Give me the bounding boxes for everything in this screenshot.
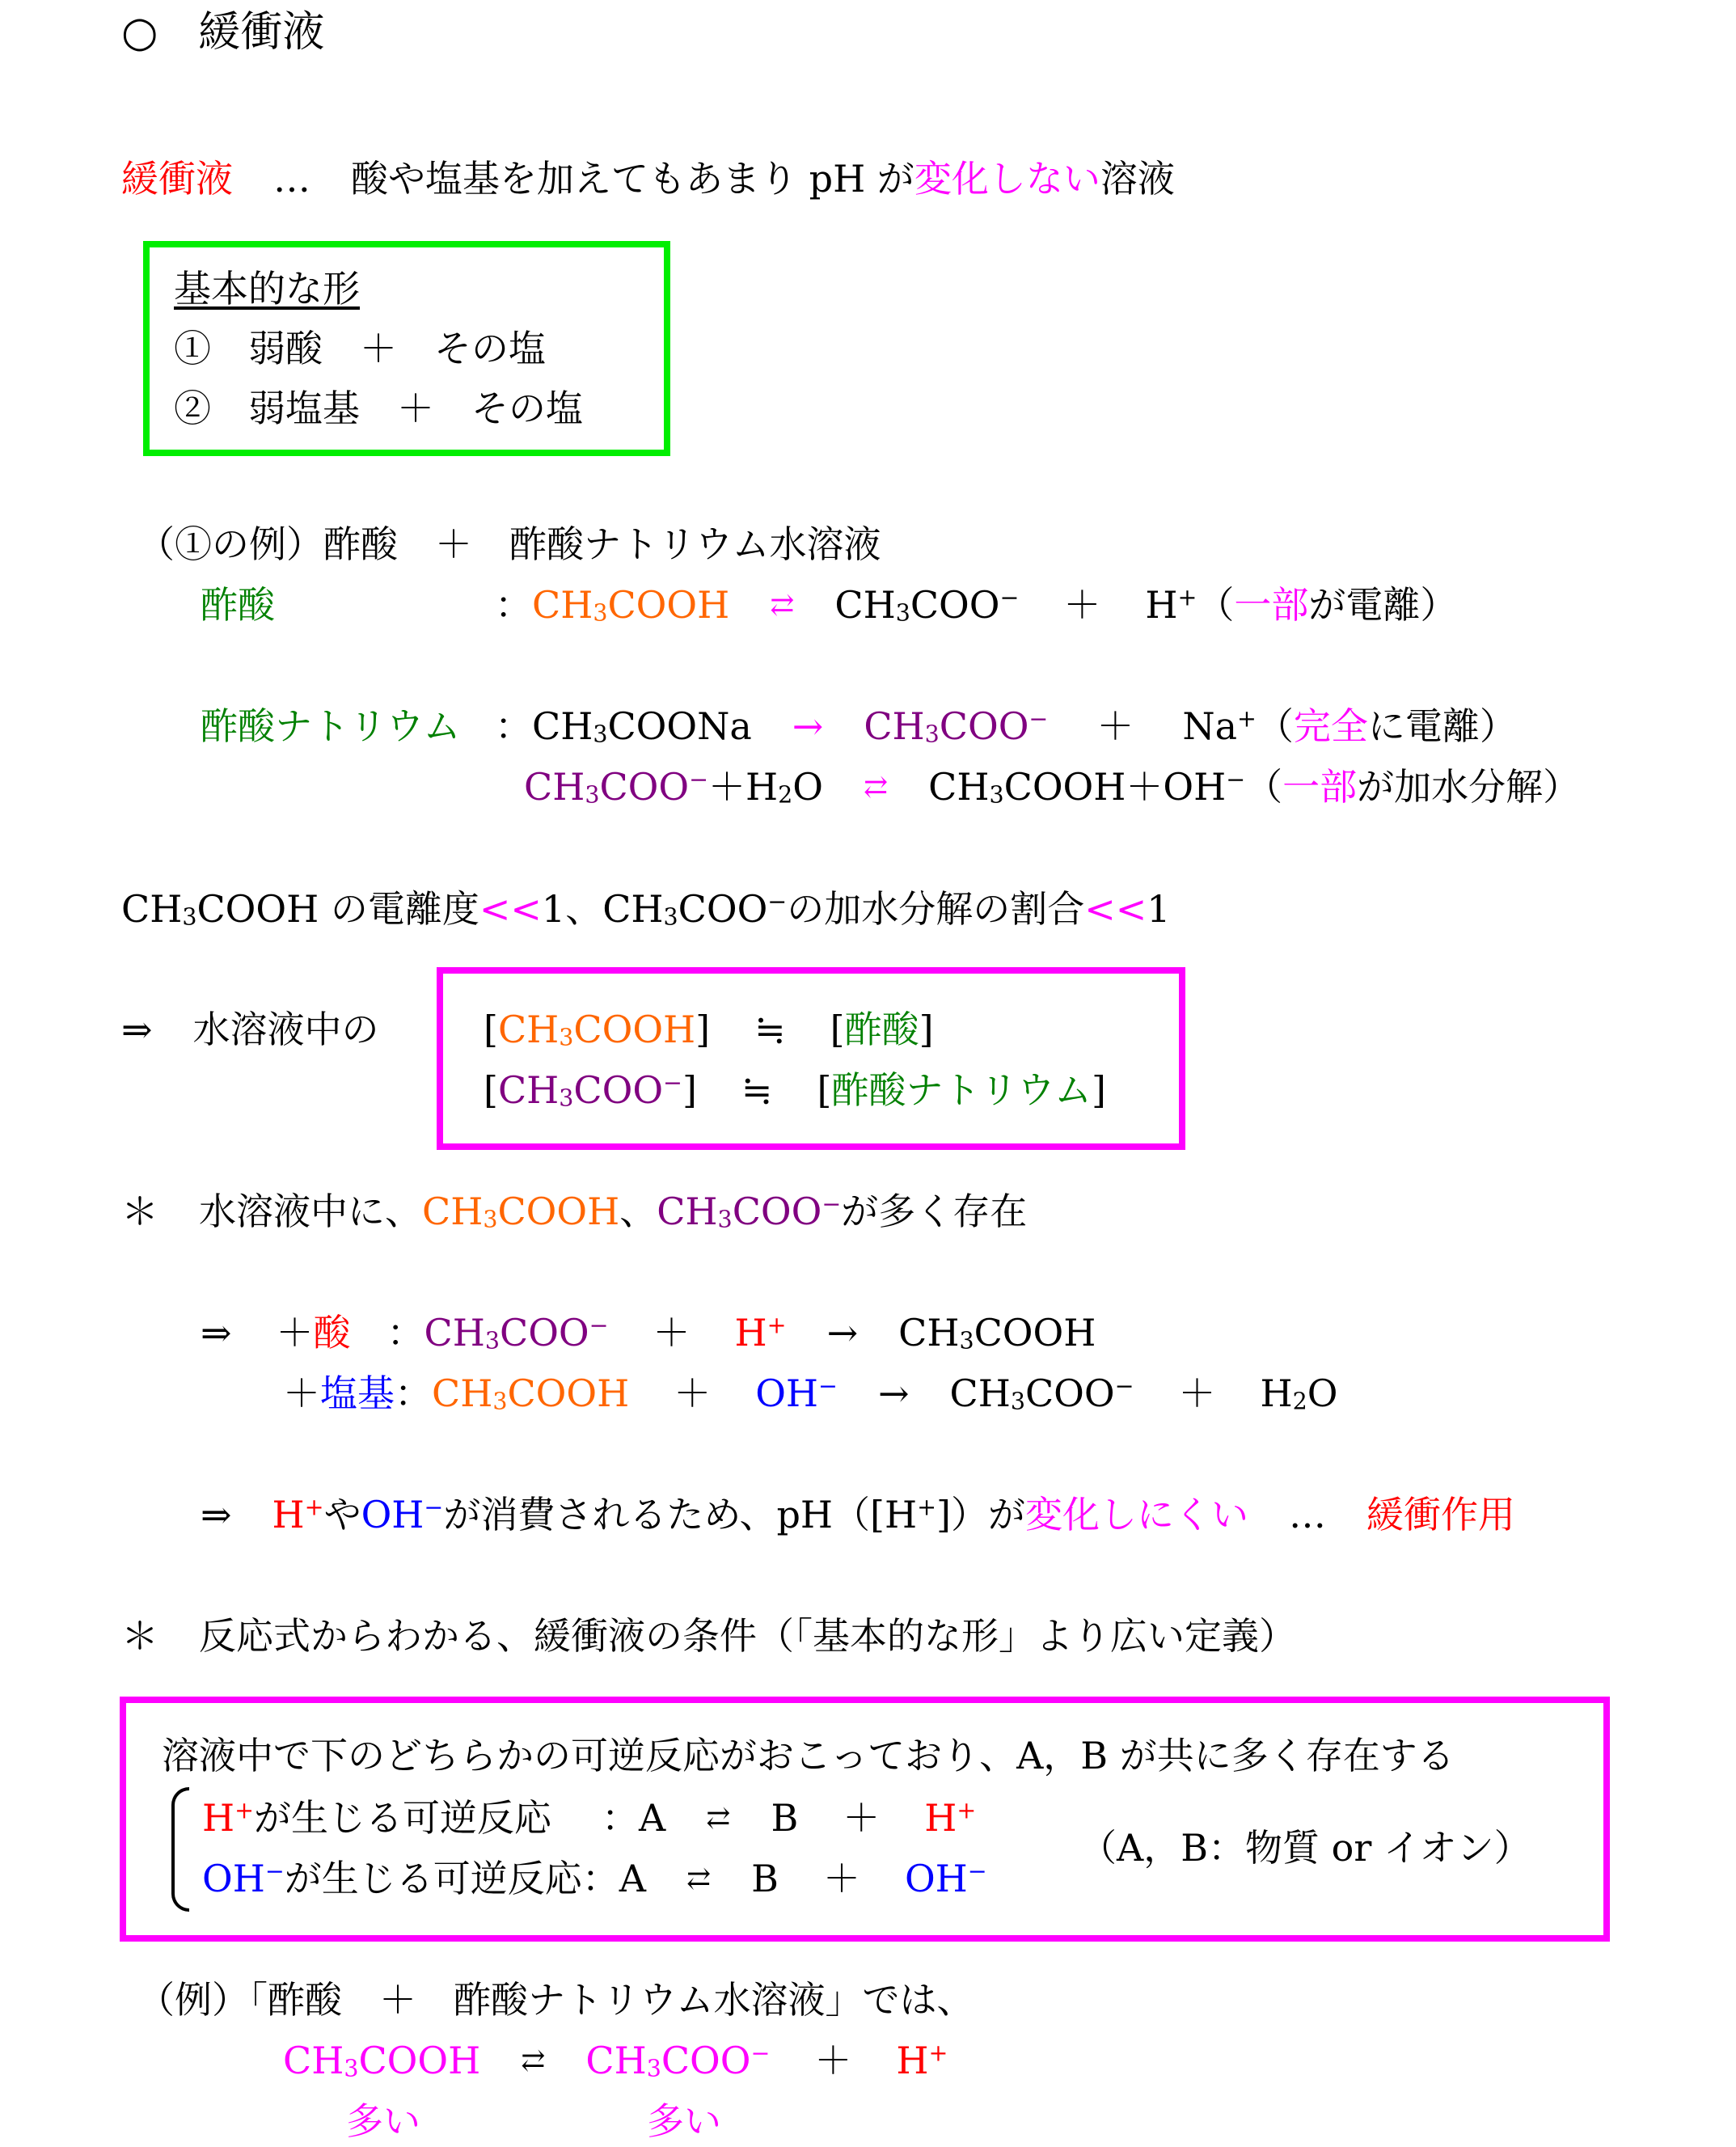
circle-mark: ○ bbox=[121, 8, 158, 57]
sodium-acetate-equation: ：$CH_3COONa \to CH_3COO^- + Na^+$（完全に電離） bbox=[495, 704, 1517, 748]
definition-text-1: 酸や塩基を加えてもあまり pH が bbox=[351, 157, 914, 201]
acid-reaction: ⇒ ＋酸 ：$CH_3COO^- + H^+$ → $CH_3COOH$ bbox=[201, 1311, 1096, 1355]
condition-row-1: H+が生じる可逆反応 ：A ⇄ B ＋ H+ bbox=[202, 1796, 977, 1840]
left-brace bbox=[171, 1787, 189, 1912]
sodium-acetate-formula: $CH_3COONa$ bbox=[532, 704, 752, 748]
buffer-action-line: ⇒ H+やOH−が消費されるため、pH（[H+]）が変化しにくい … 緩衝作用 bbox=[201, 1493, 1515, 1536]
star-note-2: ＊ 反応式からわかる、緩衝液の条件（「基本的な形」より広い定義） bbox=[121, 1614, 1296, 1658]
star-note-1: ＊ 水溶液中に、$CH_3COOH$、$CH_3COO^-$が多く存在 bbox=[121, 1190, 1028, 1233]
approx-box bbox=[437, 967, 1185, 1150]
equilibrium-icon: ⇄ bbox=[770, 589, 795, 622]
example1-intro: （①の例）酢酸 ＋ 酢酸ナトリウム水溶液 bbox=[137, 522, 881, 566]
definition-ellipsis: … bbox=[273, 157, 310, 201]
basic-form-row-2: ② 弱塩基 ＋ その塩 bbox=[174, 387, 583, 430]
hydrolysis-equation: $CH_3COO^-+H_2O$ ⇄ $CH_3COOH+OH^-$（一部が加水分解） bbox=[524, 765, 1581, 809]
basic-form-row-1: ① 弱酸 ＋ その塩 bbox=[174, 327, 546, 370]
basic-form-heading: 基本的な形 bbox=[174, 267, 360, 311]
acetic-acid-formula: $CH_3COOH$ bbox=[532, 583, 730, 627]
approx-row-1: $[CH_3COOH]$ ≒ [酢酸] bbox=[484, 1008, 934, 1051]
definition-highlight: 変化しない bbox=[914, 157, 1100, 201]
acetic-acid-equation: ：$CH_3COOH$ ⇄ $CH_3COO^- + H^+$（一部が電離） bbox=[495, 583, 1458, 627]
definition-term: 緩衝液 bbox=[121, 157, 233, 201]
sodium-acetate-label: 酢酸ナトリウム bbox=[201, 704, 461, 748]
equilibrium-icon: ⇄ bbox=[864, 771, 889, 804]
approx-row-2: $[CH_3COO^-]$ ≒ [酢酸ナトリウム] bbox=[484, 1068, 1106, 1112]
condition-row-2: OH−が生じる可逆反応：A ⇄ B ＋ OH− bbox=[202, 1857, 987, 1900]
base-reaction: ＋塩基：$CH_3COOH + OH^- \to CH_3COO^- + H_2O$ bbox=[283, 1371, 1338, 1415]
acetate-formula: $CH_3COO^-$ bbox=[834, 583, 1020, 627]
approx-lead: ⇒ 水溶液中の bbox=[121, 1008, 379, 1051]
page-title bbox=[121, 8, 325, 57]
condition-note: （A，B：物質 or イオン） bbox=[1079, 1826, 1531, 1870]
hydrogen-ion: H+ bbox=[1145, 583, 1197, 627]
acetic-acid-label: 酢酸 bbox=[201, 583, 275, 627]
implies-arrow-icon: ⇒ bbox=[121, 1008, 153, 1051]
many-label-1: 多い bbox=[346, 2099, 420, 2143]
definition-text-2: 溶液 bbox=[1100, 157, 1175, 201]
many-label-2: 多い bbox=[647, 2099, 721, 2143]
example2-equation: $CH_3COOH$ ⇄ $CH_3COO^- + H^+$ bbox=[283, 2039, 948, 2082]
definition-line bbox=[121, 157, 1175, 201]
example2-intro: （例）「酢酸 ＋ 酢酸ナトリウム水溶液」では、 bbox=[137, 1978, 974, 2022]
arrow-right-icon: → bbox=[792, 704, 824, 748]
degree-line: $CH_3COOH$ の電離度<<1、$CH_3COO^-$の加水分解の割合<<1 bbox=[121, 887, 1171, 931]
condition-head: 溶液中で下のどちらかの可逆反応がおこっており、A，B が共に多く存在する bbox=[162, 1734, 1455, 1777]
title-text: 緩衝液 bbox=[198, 8, 325, 57]
